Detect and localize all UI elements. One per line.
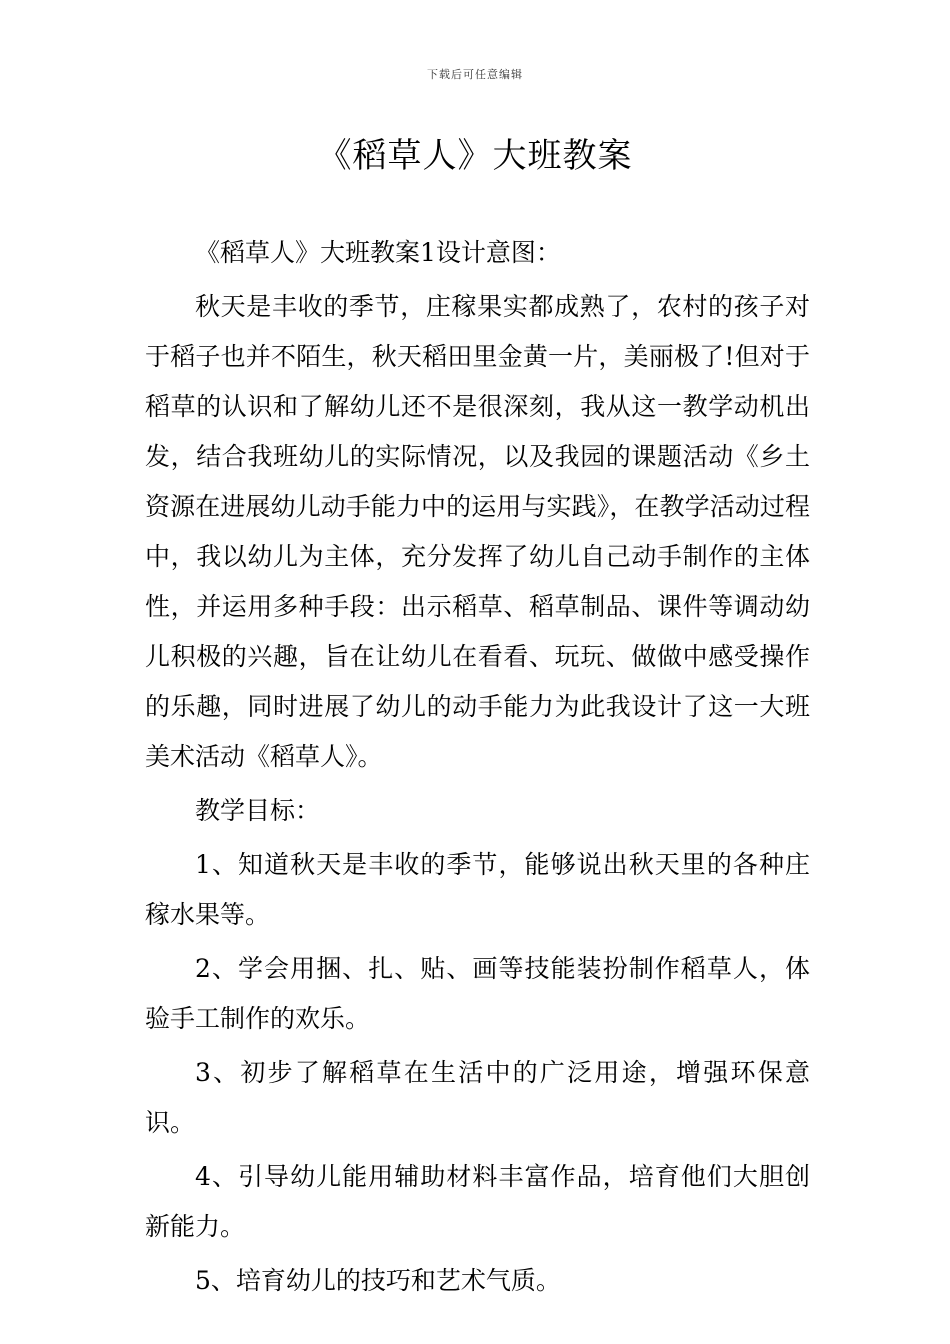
objective-item-4: 4、引导幼儿能用辅助材料丰富作品，培育他们大胆创新能力。 [145,1162,810,1241]
paragraph-objectives-heading: 教学目标： [195,796,321,825]
page-header-note: 下载后可任意编辑 [427,68,523,81]
objective-item-3: 3、初步了解稻草在生活中的广泛用途，增强环保意识。 [145,1058,810,1137]
objective-item-2: 2、学会用捆、扎、贴、画等技能装扮制作稻草人，体验手工制作的欢乐。 [145,954,810,1033]
paragraph-design-intent: 秋天是丰收的季节，庄稼果实都成熟了，农村的孩子对于稻子也并不陌生，秋天稻田里金黄一片，美丽极了!但对于稻草的认识和了解幼儿还不是很深刻，我从这一教学动机出发，结合我班幼儿的实际情况，以及我园的课题活动《乡土资源在进展幼儿动手能力中的运用与实践》，在教学活动过程中，我以幼儿为主体，充分发挥了幼儿自己动手制作的主体性，并运用多种手段：出示稻草、稻草制品、课件等调动幼儿积极的兴趣，旨在让幼儿在看看、玩玩、做做中感受操作的乐趣，同时进展了幼儿的动手能力为此我设计了这一大班美术活动《稻草人》。 [145,292,810,771]
objective-item-5: 5、培育幼儿的技巧和艺术气质。 [195,1266,561,1295]
paragraph-design-intent-heading: 《稻草人》大班教案1设计意图： [195,238,561,267]
document-title: 《稻草人》大班教案 [317,136,633,176]
objective-item-1: 1、知道秋天是丰收的季节，能够说出秋天里的各种庄稼水果等。 [145,850,810,929]
document-body [145,228,810,1306]
